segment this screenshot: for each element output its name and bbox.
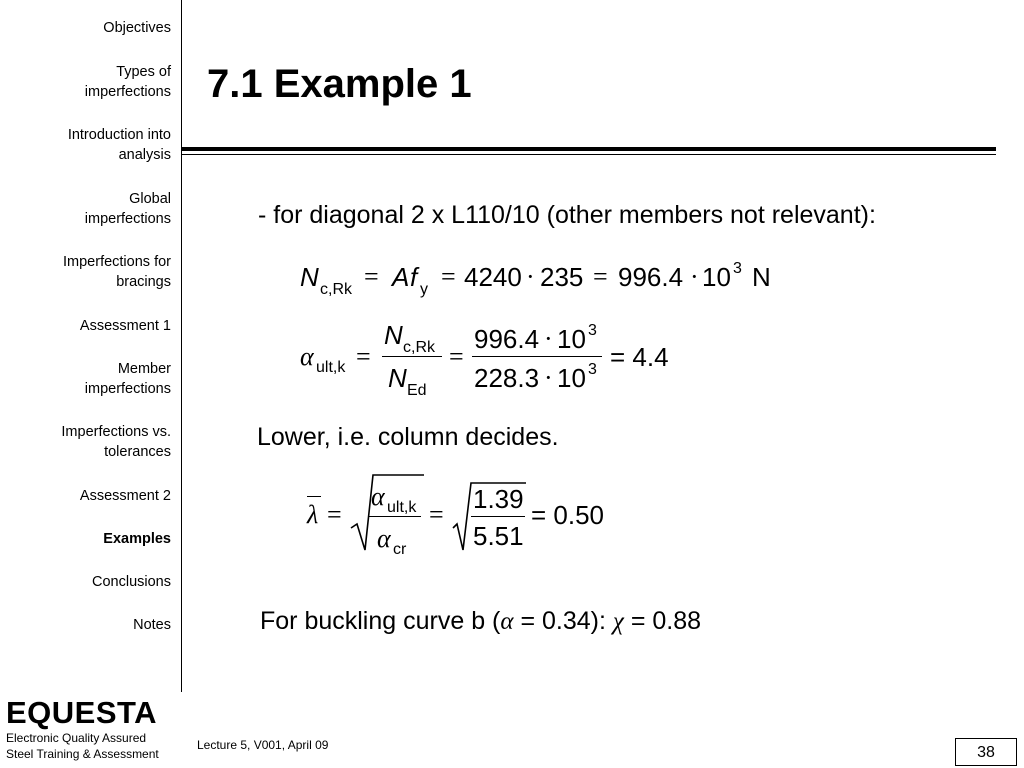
eq1-equals-2: =: [441, 262, 456, 291]
eq3-frac1-num: α: [371, 482, 385, 511]
footer-lecture-info: Lecture 5, V001, April 09: [197, 738, 329, 752]
page-number: 38: [955, 738, 1017, 766]
eq3-lambda: λ: [307, 500, 319, 529]
sidebar-item-examples[interactable]: Examples: [103, 531, 171, 547]
eq3-frac1-num-sub: ult,k: [387, 499, 417, 516]
buckling-suffix: = 0.88: [623, 607, 702, 635]
sidebar-item-assessment-2[interactable]: Assessment 2: [79, 488, 171, 504]
eq1-equals-1: =: [364, 262, 379, 291]
lower-text: Lower, i.e. column decides.: [257, 423, 559, 451]
eq1-f: f: [410, 262, 418, 292]
sidebar-item-types-of-imperfections[interactable]: Types of imperfections: [84, 64, 171, 100]
buckling-mid: = 0.34):: [513, 607, 613, 635]
logo-tagline-2: Steel Training & Assessment: [6, 747, 159, 761]
eq3-equals-1: =: [327, 500, 342, 529]
title-rule-thick: [181, 147, 996, 151]
eq1-dot-2: ·: [690, 262, 699, 291]
equation-alpha-ult-k: [300, 320, 720, 400]
sidebar-item-notes[interactable]: Notes: [133, 617, 171, 633]
eq3-result: = 0.50: [531, 500, 605, 530]
buckling-alpha: α: [500, 608, 514, 635]
equation-lambda-bar: [305, 472, 625, 562]
eq3-fraction-bar-2: [471, 516, 525, 517]
sidebar-item-global-imperfections[interactable]: Global imperfections: [84, 191, 171, 227]
eq2-frac2-den-exp: 3: [588, 361, 597, 378]
eq1-unit: N: [752, 262, 771, 292]
sidebar-item-imperfections-for-bracings[interactable]: Imperfections for bracings: [63, 254, 171, 290]
logo-wordmark: EQUESTA: [6, 695, 158, 730]
eq2-frac1-num: N: [384, 320, 403, 350]
sidebar-item-imperfections-vs-tolerances[interactable]: Imperfections vs. tolerances: [61, 424, 171, 460]
eq2-frac2-den-ten: 10: [557, 363, 586, 393]
eq3-frac1-den: α: [377, 524, 391, 553]
buckling-prefix: For buckling curve b (: [260, 607, 501, 635]
equesta-logo: [6, 696, 181, 762]
slide-title: 7.1 Example 1: [207, 62, 472, 106]
eq2-equals-2: =: [449, 342, 464, 371]
eq1-n: N: [300, 262, 319, 292]
eq3-frac2-num: 1.39: [473, 484, 524, 514]
equation-n-c-rk: [300, 262, 800, 302]
sidebar-nav: [0, 0, 182, 692]
eq2-frac1-den: N: [388, 363, 407, 393]
sidebar-item-objectives[interactable]: Objectives: [103, 20, 171, 36]
eq1-exp: 3: [733, 260, 742, 277]
eq2-equals-1: =: [356, 342, 371, 371]
eq2-fraction-bar-2: [472, 356, 602, 357]
eq1-n-sub: c,Rk: [320, 281, 352, 298]
eq2-frac2-den-dot: ·: [544, 363, 553, 392]
eq1-dot-1: ·: [526, 262, 535, 291]
sidebar-item-conclusions[interactable]: Conclusions: [92, 574, 171, 590]
sidebar-item-assessment-1[interactable]: Assessment 1: [79, 318, 171, 334]
eq3-equals-2: =: [429, 500, 444, 529]
eq2-frac2-num-ten: 10: [557, 324, 586, 354]
sidebar-item-introduction-into-analysis[interactable]: Introduction into analysis: [67, 127, 171, 163]
eq2-alpha-sub: ult,k: [316, 359, 346, 376]
buckling-text: [260, 606, 701, 637]
eq2-alpha: α: [300, 342, 314, 371]
eq3-frac1-den-sub: cr: [393, 541, 407, 558]
buckling-chi: χ: [612, 608, 624, 635]
eq1-ten: 10: [702, 262, 731, 292]
eq1-a: A: [392, 262, 410, 292]
eq2-frac1-den-sub: Ed: [407, 382, 427, 399]
eq3-fraction-bar-1: [369, 516, 421, 517]
logo-tagline-1: Electronic Quality Assured: [6, 731, 147, 745]
eq3-frac2-den: 5.51: [473, 521, 524, 551]
eq3-lambda-overline: [307, 496, 321, 497]
eq1-area: 4240: [464, 262, 522, 292]
eq2-result: = 4.4: [610, 342, 669, 372]
eq2-frac1-num-sub: c,Rk: [403, 339, 435, 356]
eq2-fraction-bar-1: [382, 356, 442, 357]
eq1-equals-3: =: [593, 262, 608, 291]
eq2-frac2-num: 996.4: [474, 324, 540, 354]
eq1-fy: 235: [540, 262, 584, 292]
eq1-result: 996.4: [618, 262, 684, 292]
eq2-frac2-num-dot: ·: [544, 324, 553, 353]
sidebar-item-member-imperfections[interactable]: Member imperfections: [84, 361, 171, 397]
eq1-f-sub: y: [420, 281, 428, 298]
eq2-frac2-num-exp: 3: [588, 322, 597, 339]
title-rule-thin: [181, 154, 996, 155]
eq2-frac2-den: 228.3: [474, 363, 540, 393]
intro-text: - for diagonal 2 x L110/10 (other members not relevant):: [258, 201, 876, 229]
